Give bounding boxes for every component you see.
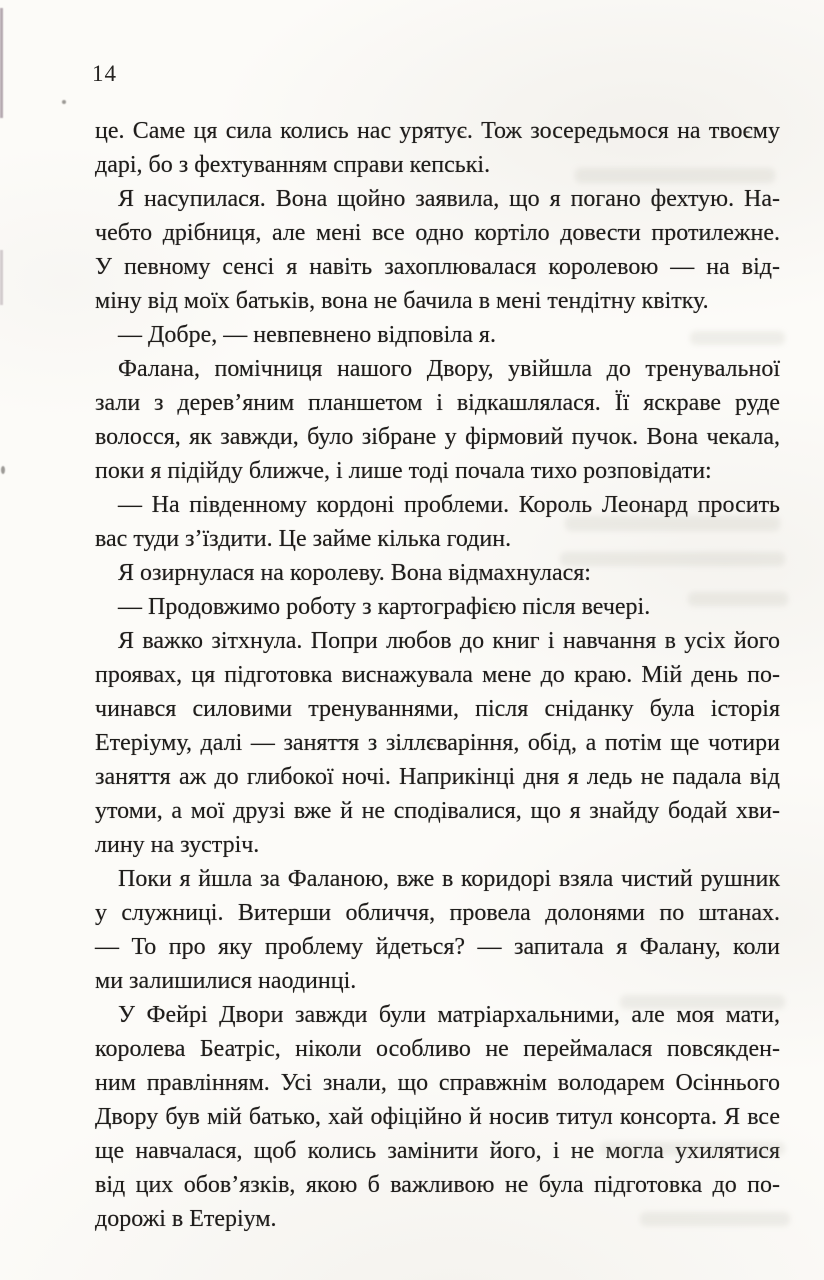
text-line: чебто дрібниця, але мені все одно кортіло довести протилежне. xyxy=(95,220,780,246)
text-line: У Фейрі Двори завжди були матріархальними, але моя мати, xyxy=(118,1002,780,1028)
ghost-smudge xyxy=(640,1212,790,1226)
text-line: лину на зустріч. xyxy=(95,832,260,858)
text-line: Я важко зітхнула. Попри любов до книг і навчання в усіх його xyxy=(118,628,780,654)
text-line: зали з дерев’яним планшетом і відкашлялася. Її яскраве руде xyxy=(95,390,780,416)
text-line: королева Беатріс, ніколи особливо не переймалася повсякден- xyxy=(95,1036,780,1062)
text-line: дорожі в Етеріум. xyxy=(95,1206,277,1232)
text-line: — Добре, — невпевнено відповіла я. xyxy=(118,322,496,348)
text-line: — Продовжимо роботу з картографією після вечері. xyxy=(118,594,651,620)
text-line: Двору був мій батько, хай офіційно й носив титул консорта. Я все xyxy=(95,1104,780,1130)
scan-speck xyxy=(1,466,5,474)
text-line: — То про яку проблему йдеться? — запитала я Фалану, коли xyxy=(95,934,780,960)
text-line: проявах, ця підготовка виснажувала мене до краю. Мій день по- xyxy=(95,662,780,688)
text-line: заняття аж до глибокої ночі. Наприкінці дня я ледь не падала від xyxy=(95,764,780,790)
text-line: утоми, а мої друзі вже й не сподівалися, що я знайду бодай хви- xyxy=(95,798,780,824)
scan-speck xyxy=(62,100,66,104)
text-line: ще навчалася, щоб колись замінити його, і не могла ухилятися xyxy=(95,1138,780,1164)
text-line: дарі, бо з фехтуванням справи кепські. xyxy=(95,152,491,178)
scanner-edge-artifact xyxy=(0,8,3,118)
text-line: у служниці. Витерши обличчя, провела долонями по штанах. xyxy=(95,900,780,926)
text-line: вас туди з’їздити. Це займе кілька годин. xyxy=(95,526,512,552)
text-line: Я озирнулася на королеву. Вона відмахнулася: xyxy=(118,560,591,586)
body-text xyxy=(95,114,780,1236)
text-line: поки я підійду ближче, і лише тоді почала тихо розповідати: xyxy=(95,458,712,484)
text-line: Поки я йшла за Фаланою, вже в коридорі взяла чистий рушник xyxy=(118,866,780,892)
scanner-edge-artifact xyxy=(0,250,3,305)
text-line: міну від моїх батьків, вона не бачила в мені тендітну квітку. xyxy=(95,288,709,314)
ghost-smudge xyxy=(560,552,785,566)
text-line: це. Саме ця сила колись нас урятує. Тож зосередьмося на твоєму xyxy=(95,118,780,144)
ghost-smudge xyxy=(565,516,780,531)
text-line: волосся, як завжди, було зібране у фірмовий пучок. Вона чекала, xyxy=(95,424,780,450)
text-line: Я насупилася. Вона щойно заявила, що я погано фехтую. На- xyxy=(118,186,780,212)
text-line: — На південному кордоні проблеми. Король Леонард просить xyxy=(118,492,780,518)
text-line: ми залишилися наодинці. xyxy=(95,968,357,994)
ghost-smudge xyxy=(620,995,785,1009)
ghost-smudge xyxy=(575,168,775,183)
text-line: чинався силовими тренуваннями, після сніданку була історія xyxy=(95,696,780,722)
text-line: У певному сенсі я навіть захоплювалася королевою — на від- xyxy=(95,254,780,280)
text-line: від цих обов’язків, якою б важливою не була підготовка до по- xyxy=(95,1172,780,1198)
ghost-smudge xyxy=(690,331,785,345)
text-line: Фалана, помічниця нашого Двору, увійшла до тренувальної xyxy=(118,356,780,382)
ghost-smudge xyxy=(688,592,788,606)
ghost-smudge xyxy=(600,1142,785,1155)
text-line: ним правлінням. Усі знали, що справжнім володарем Осіннього xyxy=(95,1070,780,1096)
text-line: Етеріуму, далі — заняття з зіллєваріння, обід, а потім ще чотири xyxy=(95,730,780,756)
page-number: 14 xyxy=(92,61,117,86)
